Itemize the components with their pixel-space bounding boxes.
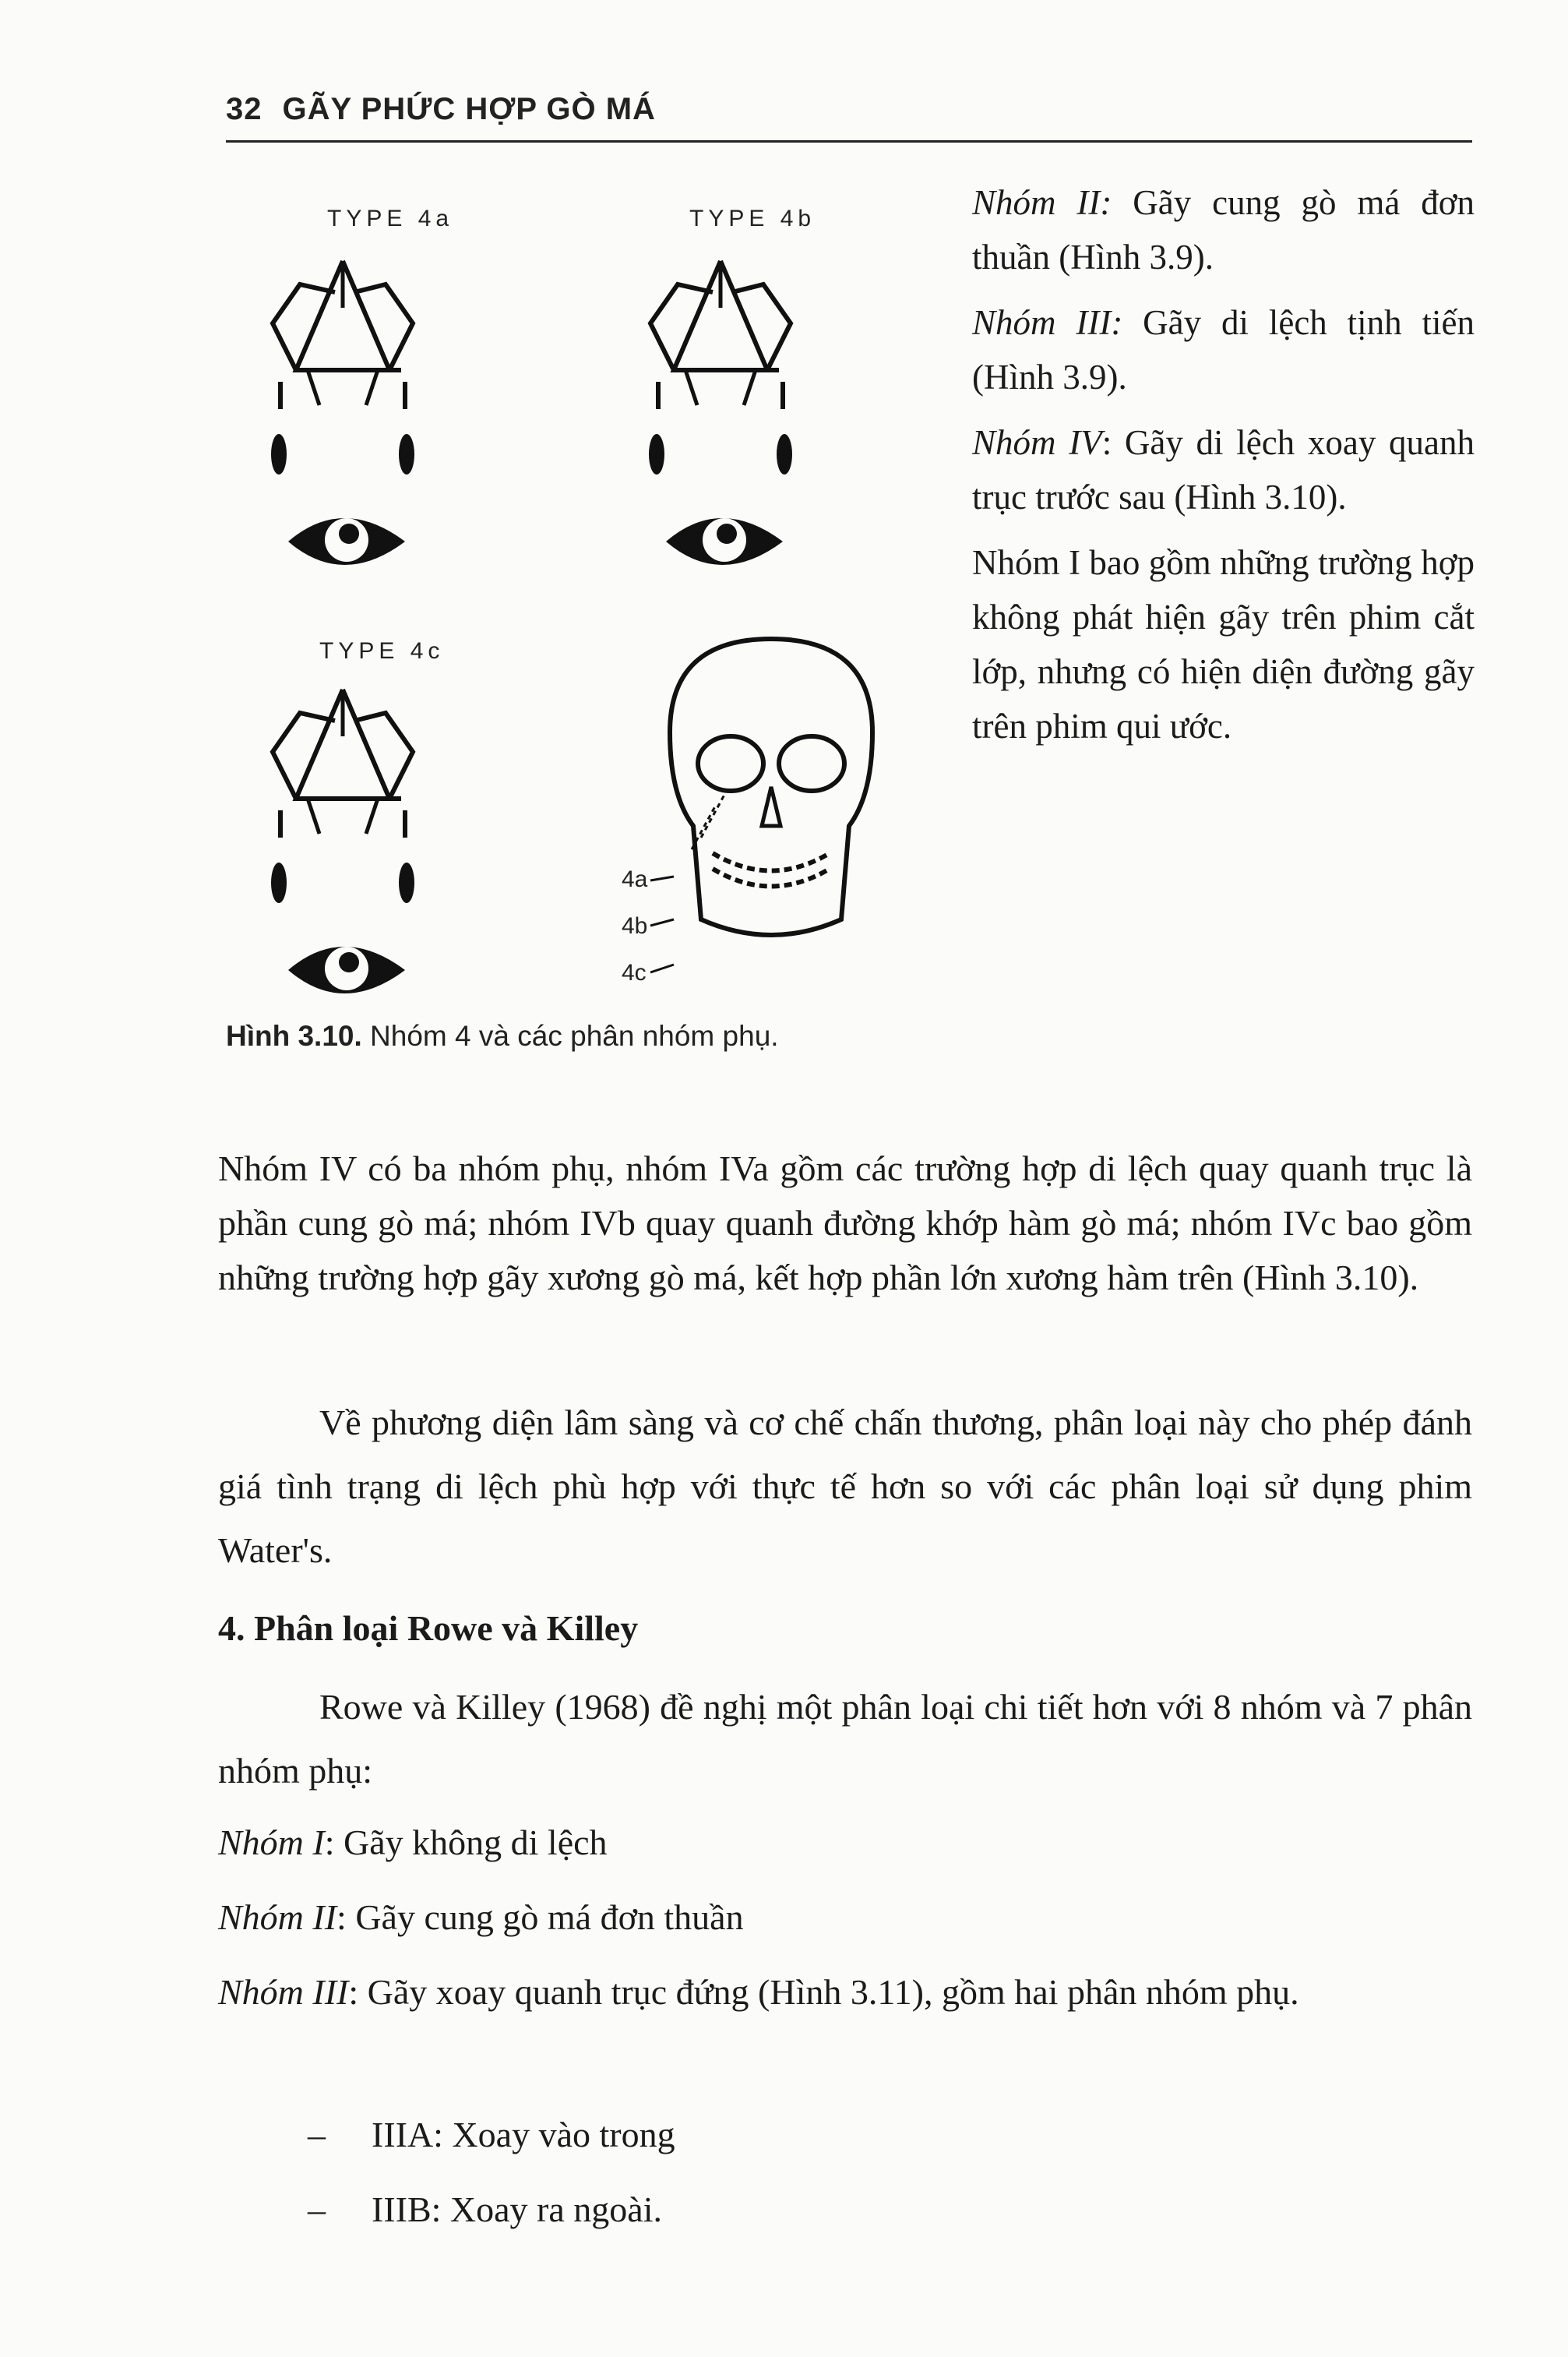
side-paragraph [972, 295, 1475, 404]
group-text: : Gãy không di lệch [324, 1822, 608, 1862]
side-group-label: Nhóm II: [972, 183, 1112, 222]
list-item-text: IIIB: Xoay ra ngoài. [372, 2189, 662, 2229]
paragraph-1-text: Nhóm IV có ba nhóm phụ, nhóm IVa gồm các trường hợp di lệch quay quanh trục là phần cung gò má; nhóm IVb quay quanh đường khớp hàm gò má; nhóm IVc bao gồm những trường hợp gãy xương gò má, kết hợp phần lớn xương hàm trên (Hình 3.10). [218, 1149, 1472, 1297]
subgroup-list [308, 2108, 675, 2257]
type-4a-label: TYPE 4a [327, 206, 454, 231]
type-4a-drawing [271, 261, 414, 565]
side-note-text: Nhóm I bao gồm những trường hợp không phát hiện gãy trên phim cắt lớp, nhưng có hiện diện đường gãy trên phim qui ước. [972, 543, 1475, 746]
skull-drawing [670, 639, 872, 935]
subgroup-4c-label: 4c [622, 960, 647, 986]
type-4c-label: TYPE 4c [319, 638, 445, 664]
figure-caption [226, 1017, 1005, 1056]
paragraph-2-text: Về phương diện lâm sàng và cơ chế chấn thương, phân loại này cho phép đánh giá tình trạng di lệch phù hợp với thực tế hơn so với các phân loại sử dụng phim Water's. [218, 1403, 1472, 1570]
side-column [972, 175, 1475, 764]
side-paragraph [972, 175, 1475, 284]
group-item [218, 1815, 1472, 1870]
paragraph-2 [218, 1391, 1472, 1583]
group-label: Nhóm I [218, 1822, 325, 1862]
group-text: : Gãy xoay quanh trục đứng (Hình 3.11), gồm hai phân nhóm phụ. [348, 1972, 1299, 2012]
arrow-4c [650, 965, 674, 972]
arrow-4b [650, 919, 674, 926]
subgroup-4a-label: 4a [622, 866, 648, 892]
page-number: 32 [226, 92, 263, 126]
type-4c-drawing [271, 690, 414, 993]
list-item-text: IIIA: Xoay vào trong [372, 2115, 675, 2154]
figure-3-10 [226, 171, 966, 997]
running-header [226, 84, 1472, 134]
fracture-type-diagram [226, 171, 966, 997]
side-group-label: Nhóm III: [972, 303, 1123, 342]
side-group-text: Gãy cung gò má đơn thuần (Hình 3.9). [972, 183, 1475, 277]
caption-label: Hình 3.10. [226, 1020, 362, 1052]
arrow-4a [650, 877, 674, 880]
group-label: Nhóm III [218, 1972, 349, 2012]
group-list [218, 1815, 1472, 2040]
list-item [308, 2182, 675, 2257]
list-item [308, 2108, 675, 2182]
group-label: Nhóm II [218, 1897, 337, 1937]
side-group-text: Gãy di lệch tịnh tiến (Hình 3.9). [972, 303, 1475, 397]
chapter-title: GÃY PHỨC HỢP GÒ MÁ [282, 92, 656, 126]
caption-text: Nhóm 4 và các phân nhóm phụ. [361, 1020, 779, 1052]
subgroup-4b-label: 4b [622, 913, 648, 939]
paragraph-1 [218, 1141, 1472, 1305]
paragraph-3-text: Rowe và Killey (1968) đề nghị một phân loại chi tiết hơn với 8 nhóm và 7 phân nhóm phụ: [218, 1687, 1472, 1791]
list-dash: – [308, 2189, 326, 2229]
side-group-label: Nhóm IV [972, 423, 1102, 462]
paragraph-3 [218, 1675, 1472, 1803]
side-group-text: : Gãy di lệch xoay quanh trục trước sau (Hình 3.10). [972, 423, 1475, 517]
group-item [218, 1965, 1472, 2020]
group-item [218, 1890, 1472, 1945]
side-paragraph [972, 535, 1475, 753]
section-heading: 4. Phân loại Rowe và Killey [218, 1608, 639, 1648]
header-rule [226, 140, 1472, 143]
type-4b-drawing [649, 261, 792, 565]
list-dash: – [308, 2115, 326, 2154]
side-paragraph [972, 415, 1475, 524]
type-4b-label: TYPE 4b [689, 206, 816, 231]
group-text: : Gãy cung gò má đơn thuần [337, 1897, 744, 1937]
